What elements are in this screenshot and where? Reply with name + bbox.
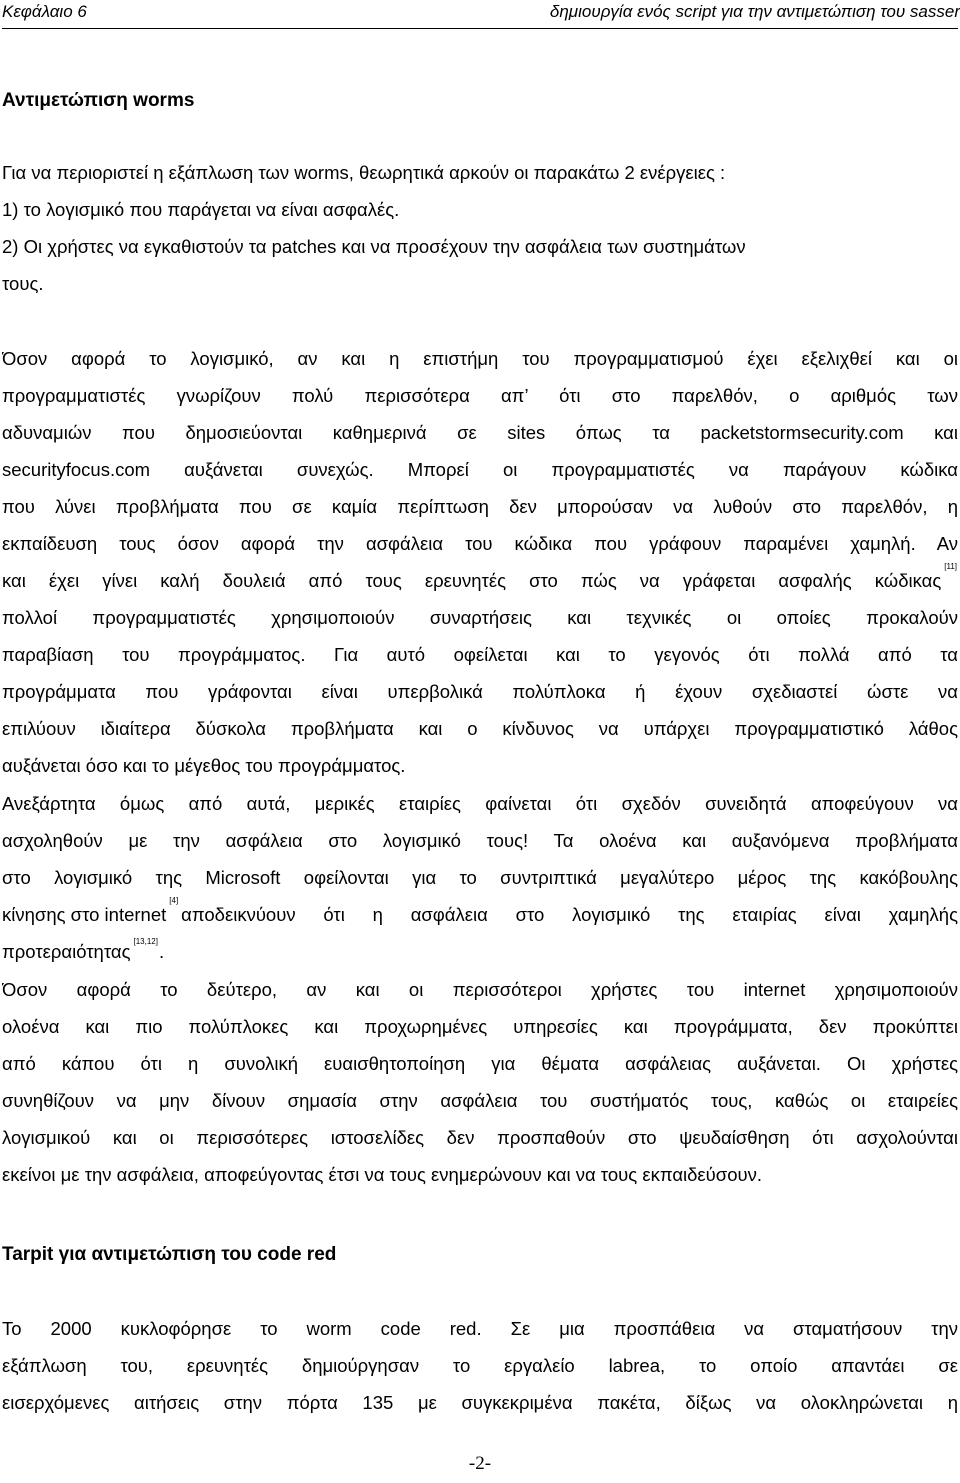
text-line: λογισμικού και οι περισσότερες ιστοσελίδες δεν προσπαθούν στο ψευδαίσθηση ότι ασχολούνται <box>2 1127 958 1148</box>
text-line: ασχοληθούν με την ασφάλεια στο λογισμικό τους! Τα ολοένα και αυξανόμενα προβλήματα <box>2 830 958 851</box>
paragraph-users <box>2 971 958 1193</box>
text-line: προγράμματα που γράφονται είναι υπερβολικά πολύπλοκα ή έχουν σχεδιαστεί ώστε να <box>2 681 958 702</box>
intro-paragraph <box>2 154 958 302</box>
text-line: αδυναμιών που δημοσιεύονται καθημερινά σε sites όπως τα packetstormsecurity.com και <box>2 422 958 443</box>
text-fragment: και έχει γίνει καλή δουλειά από τους ερευνητές στο πώς να γράφεται ασφαλής κώδικας <box>2 570 942 591</box>
page-number: -2- <box>468 1453 492 1474</box>
text-fragment: αποδεικνύουν ότι η ασφάλεια στο λογισμικό της εταιρίας είναι χαμηλής <box>181 904 958 925</box>
citation-ref: [11] <box>944 562 957 571</box>
text-line: παραβίαση του προγράμματος. Για αυτό οφείλεται και το γεγονός ότι πολλά από τα <box>2 644 958 665</box>
text-line: επιλύουν ιδιαίτερα δύσκολα προβλήματα και ο κίνδυνος να υπάρχει προγραμματιστικό λάθος <box>2 718 958 739</box>
paragraph-software <box>2 340 958 784</box>
citation-ref: [13,12] <box>133 937 158 946</box>
text-line: εκπαίδευση τους όσον αφορά την ασφάλεια του κώδικα που γράφουν παραμένει χαμηλή. Αν <box>2 533 958 554</box>
citation-ref: [4] <box>169 896 179 905</box>
text-line: 2) Οι χρήστες να εγκαθιστούν τα patches και να προσέχουν την ασφάλεια των συστημάτων <box>2 236 746 257</box>
text-line: Ανεξάρτητα όμως από αυτά, μερικές εταιρίες φαίνεται ότι σχεδόν συνειδητά αποφεύγουν να <box>2 793 958 814</box>
text-line: Για να περιοριστεί η εξάπλωση των worms, θεωρητικά αρκούν οι παρακάτω 2 ενέργειες : <box>2 162 726 183</box>
text-line: από κάπου ότι η συνολική ευαισθητοποίηση για θέματα ασφάλειας αυξάνεται. Οι χρήστες <box>2 1053 958 1074</box>
text-line: εισερχόμενες αιτήσεις στην πόρτα 135 με συγκεκριμένα πακέτα, δίξως να ολοκληρώνεται η <box>2 1392 958 1413</box>
text-fragment: προτεραιότητας <box>2 941 131 962</box>
text-line: ολοένα και πιο πολύπλοκες και προχωρημένες υπηρεσίες και προγράμματα, δεν προκύπτει <box>2 1016 958 1037</box>
text-line: Όσον αφορά το λογισμικό, αν και η επιστήμη του προγραμματισμού έχει εξελιχθεί και οι <box>2 348 958 369</box>
text-line: εκείνοι με την ασφάλεια, αποφεύγοντας έτσι να τους ενημερώνουν και να τους εκπαιδεύσουν. <box>2 1164 762 1185</box>
text-line: προγραμματιστές γνωρίζουν πολύ περισσότερα απ’ ότι στο παρελθόν, ο αριθμός των <box>2 385 958 406</box>
header-rule <box>2 28 958 29</box>
chapter-label: Κεφάλαιο 6 <box>2 2 87 21</box>
text-line: Το 2000 κυκλοφόρησε το worm code red. Σε μια προσπάθεια να σταματήσουν την <box>2 1318 958 1339</box>
text-fragment: κίνησης στο internet <box>2 904 167 925</box>
section-heading-tarpit: Tarpit για αντιμετώπιση του code red <box>2 1244 337 1265</box>
section-heading-worms: Αντιμετώπιση worms <box>2 90 195 111</box>
text-line-with-citation <box>2 933 958 970</box>
text-line: 1) το λογισμικό που παράγεται να είναι ασφαλές. <box>2 199 400 220</box>
text-line: τους. <box>2 273 44 294</box>
text-fragment: . <box>158 941 165 962</box>
text-line: εξάπλωση του, ερευνητές δημιούργησαν το εργαλείο labrea, το οποίο απαντάει σε <box>2 1355 958 1376</box>
text-line: συνηθίζουν να μην δίνουν σημασία στην ασφάλεια του συστήματός τους, καθώς οι εταιρείες <box>2 1090 958 1111</box>
text-line: Όσον αφορά το δεύτερο, αν και οι περισσότεροι χρήστες του internet χρησιμοποιούν <box>2 979 958 1000</box>
running-header <box>2 2 960 24</box>
paragraph-code-red <box>2 1310 958 1421</box>
chapter-title: δημιουργία ενός script για την αντιμετώπιση του sasser <box>549 2 960 21</box>
text-line-with-citation <box>2 562 958 599</box>
text-line: που λύνει προβλήματα που σε καμία περίπτωση δεν μπορούσαν να λυθούν στο παρελθόν, η <box>2 496 958 517</box>
paragraph-companies <box>2 785 958 970</box>
text-line: πολλοί προγραμματιστές χρησιμοποιούν συναρτήσεις και τεχνικές οι οποίες προκαλούν <box>2 607 958 628</box>
text-line: securityfocus.com αυξάνεται συνεχώς. Μπορεί οι προγραμματιστές να παράγουν κώδικα <box>2 459 958 480</box>
text-line: αυξάνεται όσο και το μέγεθος του προγράμματος. <box>2 755 406 776</box>
text-line: στο λογισμικό της Microsoft οφείλονται για το συντριπτικά μεγαλύτερο μέρος της κακόβουλης <box>2 867 958 888</box>
text-line-with-citation <box>2 896 958 933</box>
